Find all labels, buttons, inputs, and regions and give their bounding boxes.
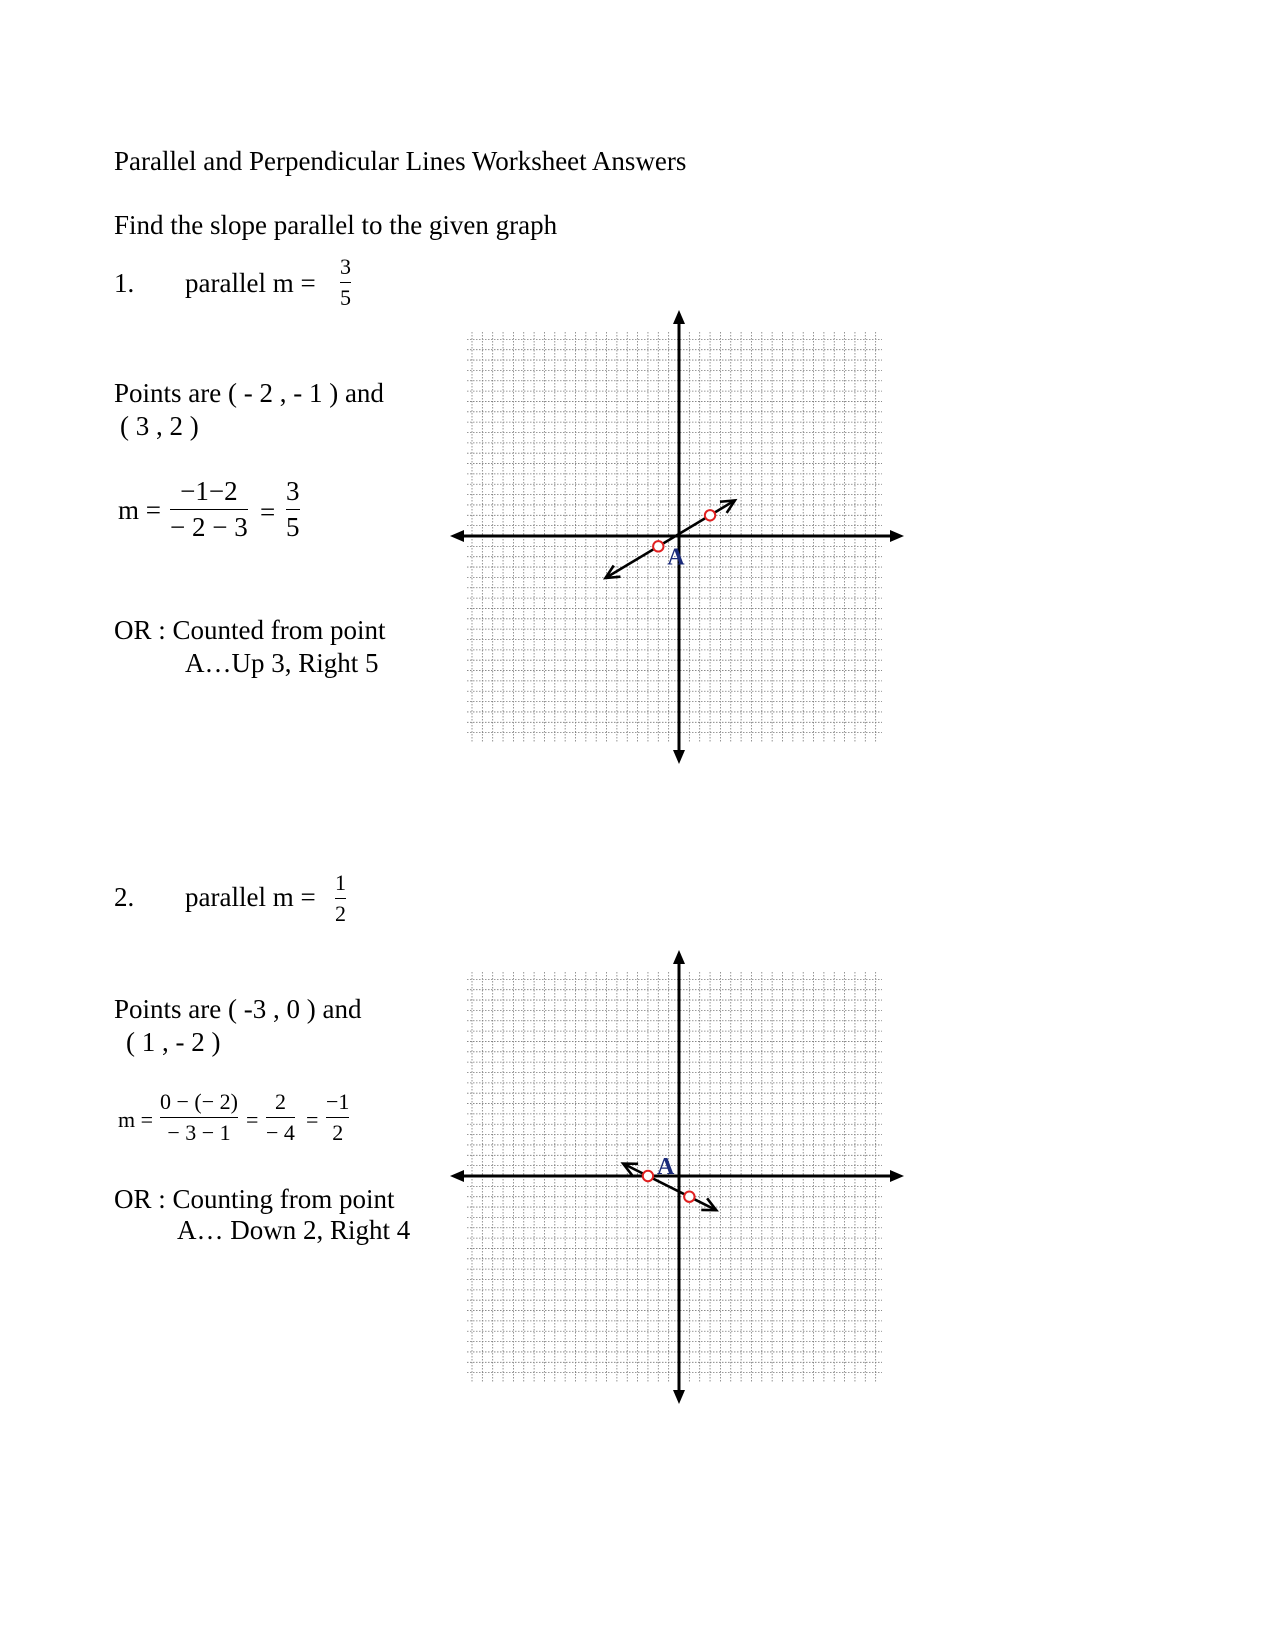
slope-fraction [170, 478, 248, 541]
fraction-bar [335, 898, 346, 899]
slope-fraction [160, 1091, 238, 1144]
fraction-denominator: 2 [335, 901, 346, 926]
points-text-continued: ( 1 , - 2 ) [126, 1027, 221, 1057]
slope-symbol: m = [118, 1107, 154, 1132]
plotted-point [684, 1192, 694, 1202]
or-explanation: OR : Counted from point [114, 615, 386, 645]
x-axis-arrow-left [450, 530, 464, 542]
fraction-denominator: 5 [286, 512, 300, 542]
instruction-text: Find the slope parallel to the given graph [114, 210, 558, 240]
equals-sign: = [260, 497, 276, 527]
fraction-denominator: − 2 − 3 [170, 512, 248, 542]
fraction-numerator: 0 − (− 2) [160, 1089, 238, 1114]
fraction-bar [266, 1117, 295, 1118]
coordinate-graph-1 [450, 310, 920, 770]
fraction-bar [170, 509, 248, 510]
problem-number: 1. [114, 268, 135, 298]
parallel-slope-label: parallel m = [185, 268, 316, 298]
page-title: Parallel and Perpendicular Lines Worksheet Answers [114, 146, 687, 176]
slope-intermediate-fraction [266, 1091, 295, 1144]
y-axis-arrow-up [673, 950, 685, 964]
x-axis-arrow-right [890, 530, 904, 542]
fraction-numerator: −1 [326, 1089, 350, 1114]
problem-number: 2. [114, 882, 135, 912]
slope-symbol: m = [118, 495, 161, 525]
or-explanation: OR : Counting from point [114, 1184, 395, 1214]
fraction-bar [286, 509, 300, 510]
fraction-denominator: 2 [332, 1120, 344, 1145]
plotted-point [705, 510, 715, 520]
fraction-denominator: − 3 − 1 [167, 1120, 231, 1145]
coordinate-graph-2 [450, 950, 920, 1410]
fraction-bar [326, 1117, 349, 1118]
or-explanation-continued: A…Up 3, Right 5 [185, 648, 379, 678]
fraction-bar [160, 1117, 238, 1118]
x-axis-arrow-left [450, 1170, 464, 1182]
y-axis-arrow-down [673, 750, 685, 764]
fraction-bar [340, 282, 351, 283]
fraction-numerator: 3 [340, 254, 351, 279]
fraction-numerator: 1 [335, 870, 346, 895]
or-explanation-continued: A… Down 2, Right 4 [177, 1215, 411, 1245]
equals-sign: = [246, 1107, 259, 1132]
parallel-slope-answer [335, 872, 346, 925]
y-axis-arrow-down [673, 1390, 685, 1404]
plotted-point [653, 541, 663, 551]
x-axis-arrow-right [890, 1170, 904, 1182]
fraction-numerator: 3 [286, 476, 300, 506]
equals-sign: = [306, 1107, 319, 1132]
fraction-numerator: 2 [274, 1089, 286, 1114]
fraction-numerator: −1−2 [180, 476, 238, 506]
fraction-denominator: − 4 [266, 1120, 295, 1145]
plotted-point [643, 1171, 653, 1181]
points-text-continued: ( 3 , 2 ) [120, 411, 199, 441]
points-text: Points are ( - 2 , - 1 ) and [114, 378, 384, 408]
point-label-a: A [656, 1154, 675, 1180]
fraction-denominator: 5 [340, 285, 351, 310]
point-label-a: A [667, 544, 685, 571]
slope-result-fraction [326, 1091, 349, 1144]
parallel-slope-label: parallel m = [185, 882, 316, 912]
y-axis-arrow-up [673, 310, 685, 324]
points-text: Points are ( -3 , 0 ) and [114, 994, 362, 1024]
parallel-slope-answer [340, 256, 351, 309]
slope-result-fraction [286, 478, 300, 541]
